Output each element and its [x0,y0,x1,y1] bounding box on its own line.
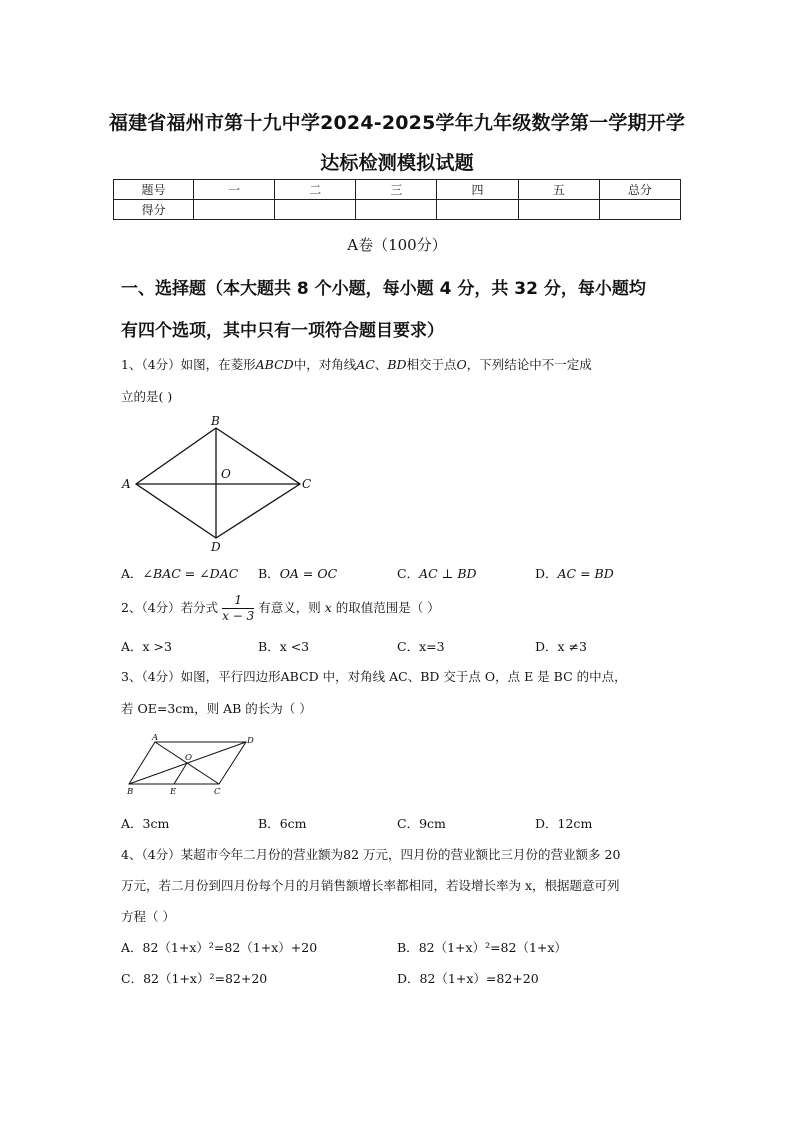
diagonal-bd [129,742,246,784]
label-o: O [221,467,231,481]
q1-option-b[interactable]: B．OA = OC [258,566,338,581]
score-cell [599,200,680,220]
label-c: C [302,477,312,491]
q4-option-d[interactable]: D．82（1+x）=82+20 [397,971,539,986]
fraction: $\frac{1}{x - 3}$ [222,593,255,623]
q2-option-b[interactable]: B．x <3 [258,639,310,654]
q2-option-c[interactable]: C．x=3 [397,639,445,654]
label-b: B [211,414,220,428]
rhombus-outline [136,428,300,538]
q4-option-b[interactable]: B．82（1+x）²=82（1+x） [397,940,567,955]
score-table-header-cell: 总分 [599,180,680,200]
q4-stem-line3: 方程（ ） [121,909,175,924]
score-table-header-cell: 五 [518,180,599,200]
label-d: D [247,736,254,746]
segment-oe [174,763,187,784]
parallelogram-figure [122,732,262,798]
score-table [113,179,681,220]
label-a: A [122,477,131,491]
score-table-header-cell: 四 [437,180,518,200]
page-title-line1: 福建省福州市第十九中学2024-2025学年九年级数学第一学期开学 [108,112,686,134]
score-cell [194,200,275,220]
label-a: A [152,733,159,743]
q4-stem-line2: 万元，若二月份到四月份每个月的月销售额增长率都相同，若设增长率为 x，根据题意可列 [121,878,620,893]
label-o: O [185,753,192,763]
q3-stem-line1: 3、（4分）如图，平行四边形ABCD 中，对角线 AC、BD 交于点 O，点 E 是 BC 的中点， [121,669,627,684]
q4-stem-line1: 4、（4分）某超市今年二月份的营业额为82 万元，四月份的营业额比三月份的营业额多 20 [121,847,621,862]
q1-stem-line1: 1、（4分）如图，在菱形ABCD中，对角线AC、BD相交于点O，下列结论中不一定成 [121,357,592,372]
section-a-heading: A卷（100分） [347,236,447,254]
q2-option-a[interactable]: A．x >3 [121,639,172,654]
label-d: D [211,540,221,554]
part1-heading-line2: 有四个选项，其中只有一项符合题目要求） [121,321,444,341]
score-table-header-cell: 三 [356,180,437,200]
page-title-line2: 达标检测模拟试题 [320,152,474,174]
rhombus-figure [115,410,325,558]
q3-option-a[interactable]: A．3cm [121,816,170,831]
part1-heading-line1: 一、选择题（本大题共 8 个小题，每小题 4 分，共 32 分，每小题均 [121,279,646,299]
q3-option-b[interactable]: B．6cm [258,816,307,831]
score-table-score-row [114,200,681,220]
score-table-header-cell: 二 [275,180,356,200]
score-cell [437,200,518,220]
q4-option-a[interactable]: A．82（1+x）²=82（1+x）+20 [121,940,318,955]
score-table-header-row [114,180,681,200]
label-e: E [170,787,177,797]
q1-stem-line2: 立的是( ) [121,389,173,404]
label-c: C [214,787,221,797]
label-b: B [127,787,134,797]
q1-option-d[interactable]: D．AC = BD [535,566,614,581]
score-table-header-cell: 题号 [114,180,194,200]
score-cell [518,200,599,220]
q4-option-c[interactable]: C．82（1+x）²=82+20 [121,971,268,986]
q2-stem: 2、（4分）若分式 $\frac{1}{x - 3}$ 有意义，则 x 的取值范围是（ ） [121,593,440,623]
q3-stem-line2: 若 OE=3cm，则 AB 的长为（ ） [121,701,312,716]
q1-option-c[interactable]: C．AC ⊥ BD [397,566,477,581]
score-cell [275,200,356,220]
score-table-header-cell: 一 [194,180,275,200]
score-table-row-label: 得分 [114,200,194,220]
q1-option-a[interactable]: A．∠BAC = ∠DAC [121,566,239,581]
q3-option-c[interactable]: C．9cm [397,816,446,831]
score-cell [356,200,437,220]
q3-option-d[interactable]: D．12cm [535,816,593,831]
q2-option-d[interactable]: D．x ≠3 [535,639,587,654]
